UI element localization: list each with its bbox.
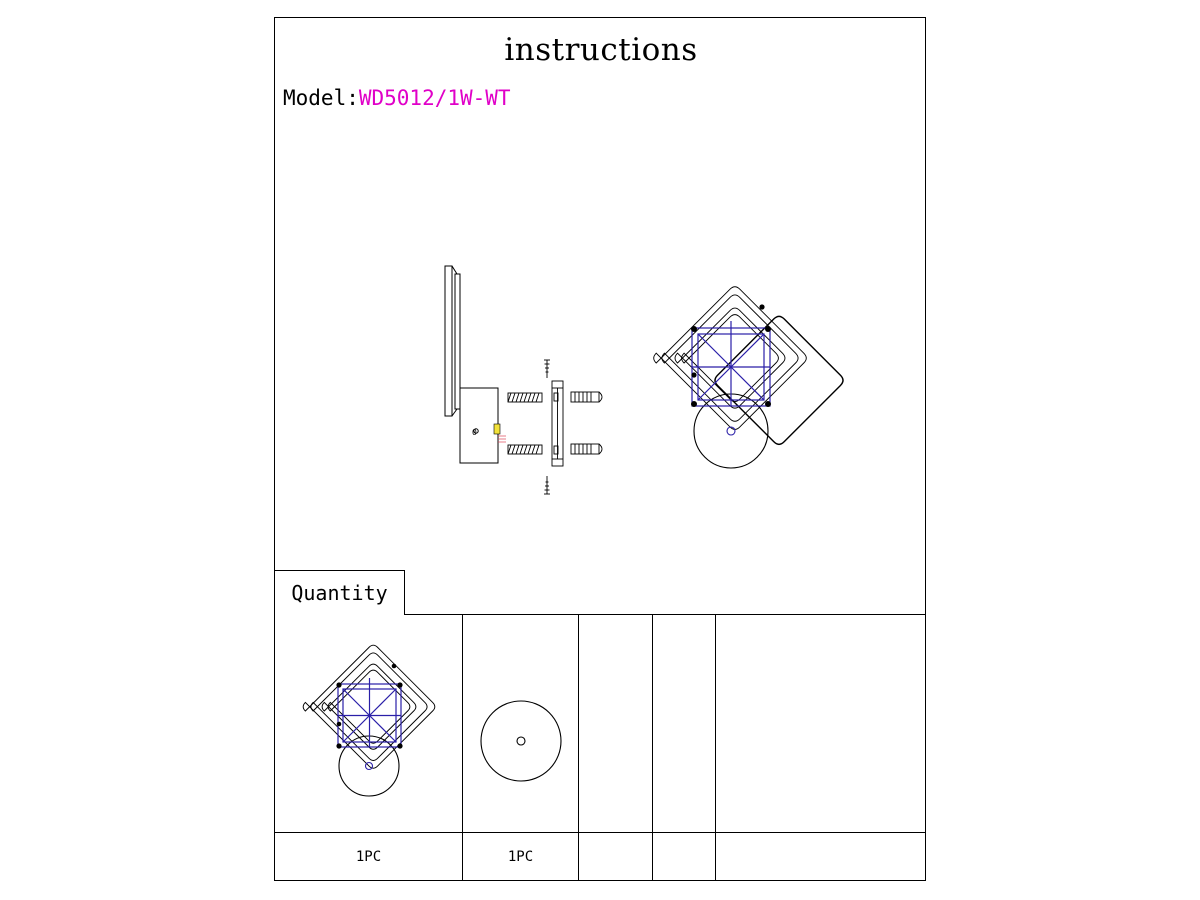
drawing-frame: [274, 17, 926, 615]
mounting-plate-thumbnail: [464, 616, 578, 832]
quantity-header: [274, 570, 405, 615]
quantity-cell-1: [275, 833, 463, 880]
led-panel-grid: [692, 321, 770, 406]
table-cell-5: [716, 615, 925, 832]
quantity-cell-3: [579, 833, 653, 880]
table-cell-4: [653, 615, 716, 832]
model-row: [283, 86, 511, 110]
lamp-body-thumbnail: [276, 616, 462, 832]
quantity-value-2: 1PC: [507, 848, 534, 865]
assembly-illustration: [275, 188, 927, 608]
quantity-table-label-row: [275, 832, 925, 880]
quantity-table: [274, 615, 926, 881]
quantity-table-image-row: [275, 615, 925, 832]
screw-bottom-icon: [544, 476, 550, 494]
wall-anchor-left-lower: [508, 445, 542, 454]
screw-top-icon: [544, 360, 550, 378]
model-value: WD5012/1W-WT: [358, 86, 511, 110]
mounting-bracket: [552, 381, 563, 466]
connector-detail: [498, 436, 506, 442]
page-title: instructions: [504, 32, 698, 68]
wall-plug-upper: [571, 392, 602, 402]
wall-plug-lower: [571, 444, 602, 454]
quantity-value-1: 1PC: [355, 848, 382, 865]
table-cell-3: [579, 615, 653, 832]
quantity-cell-4: [653, 833, 716, 880]
lamp-led-marker: [494, 424, 500, 434]
table-cell-lamp-body: [275, 615, 463, 832]
svg-text:0: 0: [472, 428, 477, 437]
quantity-cell-2: [463, 833, 579, 880]
wall-anchor-left-upper: [508, 393, 542, 402]
model-label: Model:: [283, 86, 359, 110]
quantity-header-label: Quantity: [291, 581, 388, 605]
wall-lamp-side-view: [445, 266, 498, 463]
table-cell-mounting-plate: [463, 615, 579, 832]
wall-lamp-front-view: [654, 287, 843, 468]
mounting-hardware-group: [508, 360, 602, 494]
quantity-cell-5: [716, 833, 925, 880]
